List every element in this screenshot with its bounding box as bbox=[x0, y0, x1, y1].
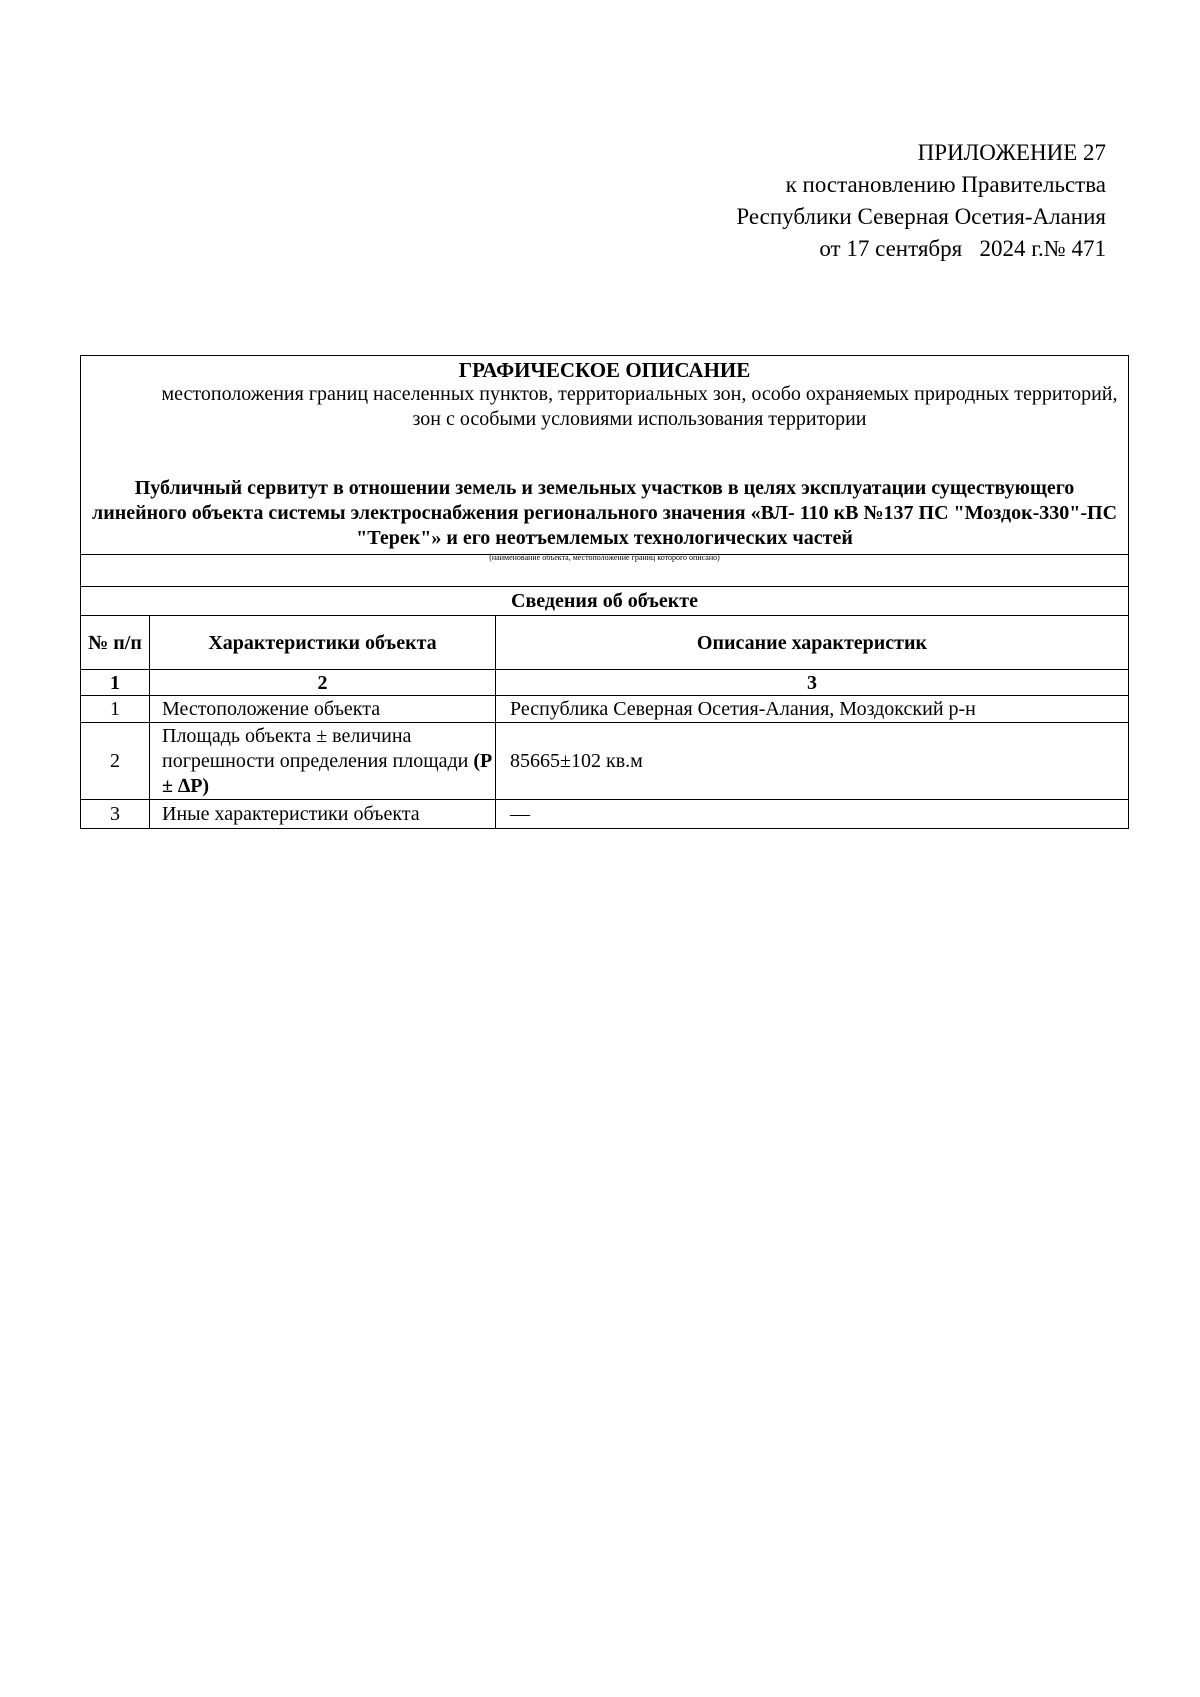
appendix-number: ПРИЛОЖЕНИЕ 27 bbox=[917, 140, 1106, 165]
appendix-ref-republic: Республики Северная Осетия-Алания bbox=[736, 204, 1106, 229]
table-row bbox=[81, 696, 1129, 723]
header-num: № п/п bbox=[81, 616, 150, 670]
row-char: Местоположение объекта bbox=[150, 696, 496, 723]
appendix-date: от 17 сентября 2024 г.№ 471 bbox=[819, 236, 1106, 261]
document-subtitle: местоположения границ населенных пунктов, территориальных зон, особо охраняемых природных территорий, зон с особыми условиями использования территории bbox=[161, 383, 1118, 430]
table-header-row bbox=[81, 616, 1129, 670]
document-title: ГРАФИЧЕСКОЕ ОПИСАНИЕ bbox=[458, 358, 751, 382]
row-num: 2 bbox=[81, 723, 150, 800]
object-name: Публичный сервитут в отношении земель и земельных участков в целях эксплуатации существующего линейного объекта системы электроснабжения регионального значения «ВЛ- 110 кВ №137 ПС "Моздок-330"-ПС "Терек"» и его неотъемлемых технологических частей bbox=[91, 477, 1118, 549]
header-desc: Описание характеристик bbox=[496, 616, 1129, 670]
section-title-row bbox=[81, 587, 1129, 616]
col-number: 2 bbox=[150, 670, 496, 696]
row-char bbox=[150, 723, 496, 800]
row-desc: Республика Северная Осетия-Алания, Моздокский р-н bbox=[496, 696, 1129, 723]
title-cell bbox=[81, 356, 1129, 555]
col-number: 1 bbox=[81, 670, 150, 696]
graphic-description-table bbox=[80, 355, 1129, 829]
row-num: 3 bbox=[81, 800, 150, 829]
row-char-formula: (P ± ∆P) bbox=[162, 749, 492, 797]
title-row bbox=[81, 356, 1129, 555]
table-row bbox=[81, 800, 1129, 829]
row-desc: — bbox=[496, 800, 1129, 829]
row-char-text: Площадь объекта ± величина погрешности определения площади bbox=[162, 724, 474, 772]
column-numbers-row bbox=[81, 670, 1129, 696]
appendix-ref-line: к постановлению Правительства bbox=[785, 172, 1106, 197]
table-row bbox=[81, 723, 1129, 800]
row-num: 1 bbox=[81, 696, 150, 723]
header-char: Характеристики объекта bbox=[150, 616, 496, 670]
appendix-header bbox=[736, 137, 1106, 265]
section-title: Сведения об объекте bbox=[81, 587, 1129, 616]
col-number: 3 bbox=[496, 670, 1129, 696]
object-caption: (наименование объекта, местоположение границ которого описано) bbox=[489, 553, 720, 562]
row-desc: 85665±102 кв.м bbox=[496, 723, 1129, 800]
row-char: Иные характеристики объекта bbox=[150, 800, 496, 829]
caption-row bbox=[81, 555, 1129, 587]
